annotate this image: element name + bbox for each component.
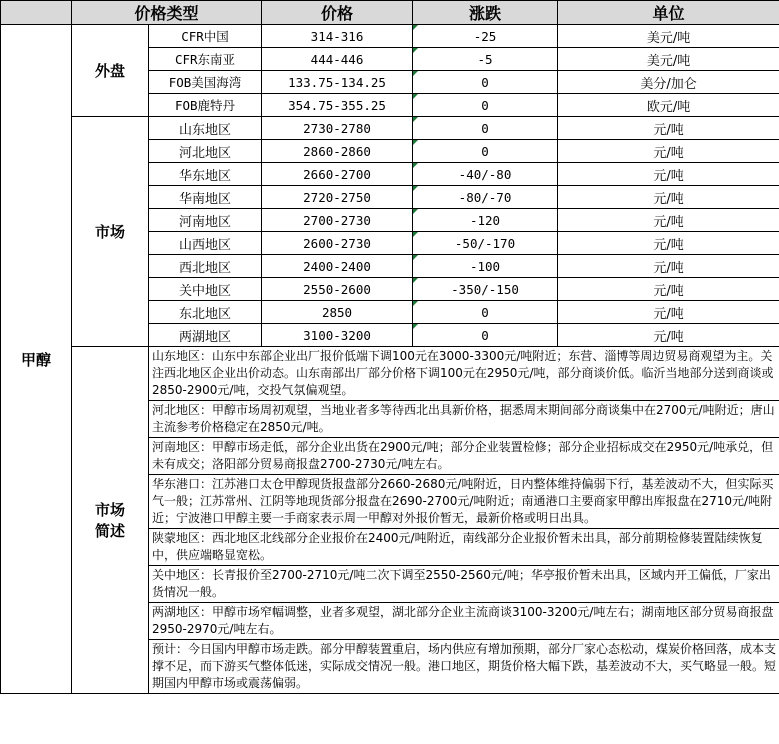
region-cell: 河南地区 — [149, 209, 262, 232]
change-cell: -120 — [413, 209, 558, 232]
change-cell: -50/-170 — [413, 232, 558, 255]
region-cell: CFR中国 — [149, 25, 262, 48]
unit-cell: 元/吨 — [558, 324, 779, 347]
header-unit: 单位 — [558, 1, 779, 25]
unit-cell: 美元/吨 — [558, 25, 779, 48]
unit-cell: 元/吨 — [558, 255, 779, 278]
header-type: 价格类型 — [72, 1, 262, 25]
product-name: 甲醇 — [1, 25, 72, 694]
unit-cell: 元/吨 — [558, 209, 779, 232]
price-cell: 2730-2780 — [262, 117, 413, 140]
change-cell: 0 — [413, 301, 558, 324]
change-cell: 0 — [413, 94, 558, 117]
change-cell: -80/-70 — [413, 186, 558, 209]
change-cell: -350/-150 — [413, 278, 558, 301]
region-cell: 东北地区 — [149, 301, 262, 324]
change-cell: -5 — [413, 48, 558, 71]
price-cell: 2700-2730 — [262, 209, 413, 232]
price-cell: 314-316 — [262, 25, 413, 48]
region-cell: FOB鹿特丹 — [149, 94, 262, 117]
summary-text: 预计：今日国内甲醇市场走跌。部分甲醇装置重启，场内供应有增加预期，部分厂家心态松动，煤炭价格回落，成本支撑不足，而下游买气整体低迷，实际成交情况一般。港口地区，期货价格大幅下跌，基差波动不大，买气略显一般。短期国内甲醇市场或震荡偏弱。 — [149, 640, 779, 694]
region-cell: 西北地区 — [149, 255, 262, 278]
summary-text: 河北地区：甲醇市场周初观望，当地业者多等待西北出具新价格，据悉周末期间部分商谈集中在2700元/吨附近；唐山主流参考价格稳定在2850元/吨。 — [149, 401, 779, 438]
group-outer-label: 外盘 — [72, 25, 149, 117]
header-price: 价格 — [262, 1, 413, 25]
price-cell: 133.75-134.25 — [262, 71, 413, 94]
summary-text: 两湖地区：甲醇市场窄幅调整，业者多观望，湖北部分企业主流商谈3100-3200元/吨左右；湖南地区部分贸易商报盘2950-2970元/吨左右。 — [149, 603, 779, 640]
summary-text: 河南地区：甲醇市场走低，部分企业出货在2900元/吨；部分企业装置检修；部分企业招标成交在2950元/吨承兑，但未有成交；洛阳部分贸易商报盘2700-2730元/吨左右。 — [149, 438, 779, 475]
region-cell: 山西地区 — [149, 232, 262, 255]
region-cell: 华南地区 — [149, 186, 262, 209]
change-cell: 0 — [413, 324, 558, 347]
region-cell: 山东地区 — [149, 117, 262, 140]
unit-cell: 元/吨 — [558, 301, 779, 324]
summary-text: 关中地区：长青报价至2700-2710元/吨二次下调至2550-2560元/吨；华亭报价暂未出具，区域内开工偏低，厂家出货情况一般。 — [149, 566, 779, 603]
price-cell: 444-446 — [262, 48, 413, 71]
price-cell: 2600-2730 — [262, 232, 413, 255]
price-cell: 2400-2400 — [262, 255, 413, 278]
price-cell: 2550-2600 — [262, 278, 413, 301]
region-cell: 河北地区 — [149, 140, 262, 163]
price-cell: 2720-2750 — [262, 186, 413, 209]
region-cell: 两湖地区 — [149, 324, 262, 347]
price-cell: 2660-2700 — [262, 163, 413, 186]
unit-cell: 欧元/吨 — [558, 94, 779, 117]
unit-cell: 元/吨 — [558, 117, 779, 140]
change-cell: -25 — [413, 25, 558, 48]
header-blank — [1, 1, 72, 25]
summary-text: 山东地区：山东中东部企业出厂报价低端下调100元在3000-3300元/吨附近；东营、淄博等周边贸易商观望为主。关注西北地区企业出价动态。山东南部出厂部分价格下调100元在2950元/吨，部分商谈价低。临沂当地部分送到商谈或2850-2900元/吨，交投气氛偏观望。 — [149, 347, 779, 401]
summary-text: 华东港口：江苏港口太仓甲醇现货报盘部分2660-2680元/吨附近，日内整体维持偏弱下行，基差波动不大，但实际买气一般；江苏常州、江阴等地现货部分报盘在2690-2700元/吨附近；南通港口主要商家甲醇出库报盘在2710元/吨附近；宁波港口甲醇主要一手商家表示周一甲醇对外报价暂无，最新价格或明日出具。 — [149, 475, 779, 529]
unit-cell: 元/吨 — [558, 232, 779, 255]
price-cell: 2860-2860 — [262, 140, 413, 163]
summary-row — [1, 347, 779, 401]
price-row — [1, 117, 779, 140]
change-cell: 0 — [413, 71, 558, 94]
unit-cell: 元/吨 — [558, 186, 779, 209]
change-cell: -40/-80 — [413, 163, 558, 186]
unit-cell: 元/吨 — [558, 278, 779, 301]
region-cell: 关中地区 — [149, 278, 262, 301]
region-cell: 华东地区 — [149, 163, 262, 186]
price-row — [1, 25, 779, 48]
unit-cell: 美分/加仑 — [558, 71, 779, 94]
price-cell: 3100-3200 — [262, 324, 413, 347]
price-cell: 2850 — [262, 301, 413, 324]
unit-cell: 元/吨 — [558, 140, 779, 163]
change-cell: 0 — [413, 140, 558, 163]
header-change: 涨跌 — [413, 1, 558, 25]
group-market-label: 市场 — [72, 117, 149, 347]
group-summary-label: 市场 简述 — [72, 347, 149, 694]
region-cell: CFR东南亚 — [149, 48, 262, 71]
change-cell: 0 — [413, 117, 558, 140]
price-cell: 354.75-355.25 — [262, 94, 413, 117]
summary-text: 陕蒙地区：西北地区北线部分企业报价在2400元/吨附近，南线部分企业报价暂未出具，部分前期检修装置陆续恢复中，供应端略显宽松。 — [149, 529, 779, 566]
change-cell: -100 — [413, 255, 558, 278]
unit-cell: 元/吨 — [558, 163, 779, 186]
unit-cell: 美元/吨 — [558, 48, 779, 71]
region-cell: FOB美国海湾 — [149, 71, 262, 94]
header-row — [1, 1, 779, 25]
